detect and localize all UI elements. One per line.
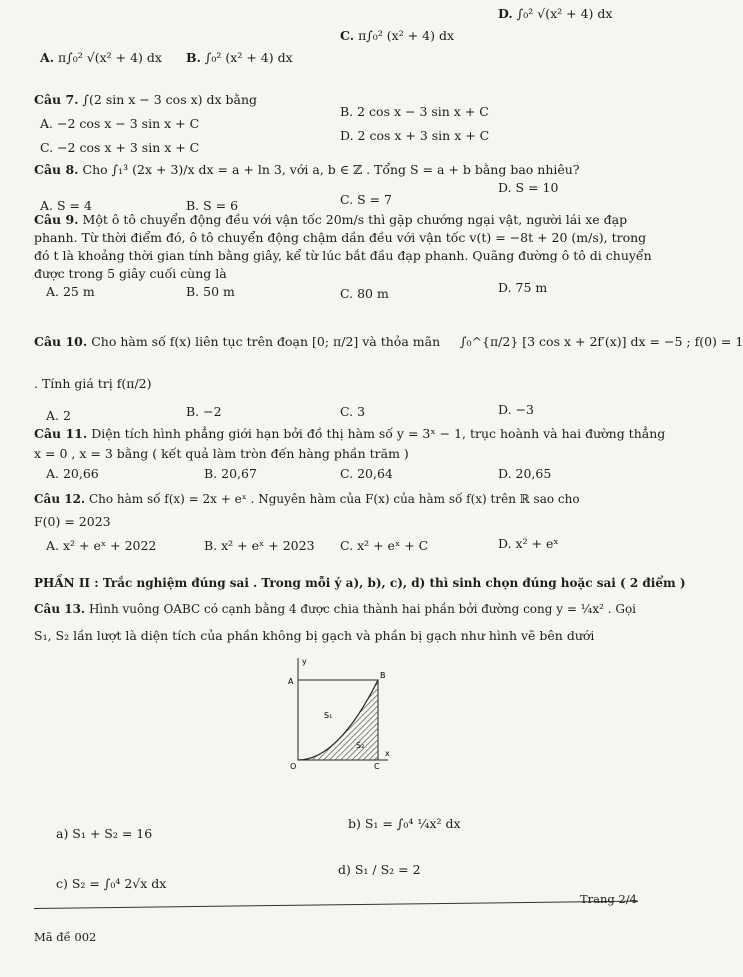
q10-option-a: A. 2 [46, 408, 71, 423]
q8-option-a: A. S = 4 [40, 198, 92, 213]
q7-option-c: C. −2 cos x + 3 sin x + C [40, 140, 200, 155]
label-x: x [385, 749, 390, 758]
label-a: A [288, 677, 294, 686]
q7-option-b: B. 2 cos x − 3 sin x + C [340, 104, 489, 119]
label-y: y [302, 657, 307, 666]
q10-option-b: B. −2 [186, 404, 222, 419]
hatched-region-s2 [298, 680, 378, 760]
q10-stem: Câu 10. Cho hàm số f(x) liên tục trên đoạn [0; π/2] và thỏa mãn [34, 334, 441, 349]
q13-statement-d: d) S₁ / S₂ = 2 [338, 862, 421, 877]
footer-rule [34, 901, 638, 909]
label-s2: S₂ [356, 741, 365, 750]
q8-option-d: D. S = 10 [498, 180, 559, 195]
q9-option-a: A. 25 m [46, 284, 95, 299]
q8-option-c: C. S = 7 [340, 192, 393, 207]
part2-title: PHẦN II : Trắc nghiệm đúng sai . Trong mỗi ý a), b), c), d) thì sinh chọn đúng hoặc sai ( 2 điểm ) [34, 576, 686, 590]
q6-option-b: B. ∫₀² (x² + 4) dx [186, 50, 293, 65]
q13-line-1: Câu 13. Hình vuông OABC có cạnh bằng 4 được chia thành hai phần bởi đường cong y = ¼x² . Gọi [34, 602, 637, 616]
q6-option-a: A. π∫₀² √(x² + 4) dx [40, 50, 162, 65]
q9-line-1: Câu 9. Một ô tô chuyển động đều với vận tốc 20m/s thì gặp chướng ngại vật, người lái xe đạp [34, 212, 628, 227]
q9-line-4: được trong 5 giây cuối cùng là [34, 266, 227, 281]
q13-statement-c: c) S₂ = ∫₀⁴ 2√x dx [56, 876, 167, 891]
q8-stem: Câu 8. Cho ∫₁³ (2x + 3)/x dx = a + ln 3, với a, b ∈ ℤ . Tổng S = a + b bằng bao nhiêu? [34, 162, 580, 177]
q9-option-b: B. 50 m [186, 284, 235, 299]
q13-line-2: S₁, S₂ lần lượt là diện tích của phần không bị gạch và phần bị gạch như hình vẽ bên dưới [34, 628, 595, 643]
q11-option-d: D. 20,65 [498, 466, 552, 481]
q10-option-c: C. 3 [340, 404, 366, 419]
q11-line-2: x = 0 , x = 3 bằng ( kết quả làm tròn đến hàng phần trăm ) [34, 446, 409, 461]
q13-figure [284, 652, 394, 772]
q12-option-b: B. x² + eˣ + 2023 [204, 538, 315, 553]
q12-option-d: D. x² + eˣ [498, 536, 559, 551]
q10-condition: ∫₀^{π/2} [3 cos x + 2f′(x)] dx = −5 ; f(0) = 1 [460, 334, 743, 349]
q7-option-a: A. −2 cos x − 3 sin x + C [40, 116, 200, 131]
q11-option-b: B. 20,67 [204, 466, 257, 481]
q12-option-a: A. x² + eˣ + 2022 [46, 538, 157, 553]
q11-option-a: A. 20,66 [46, 466, 99, 481]
q9-line-2: phanh. Từ thời điểm đó, ô tô chuyển động chậm dần đều với vận tốc v(t) = −8t + 20 (m/s), trong [34, 230, 647, 245]
q6-option-d: D. ∫₀² √(x² + 4) dx [498, 6, 613, 21]
label-c: C [374, 762, 380, 771]
q10-ask: . Tính giá trị f(π/2) [34, 376, 152, 391]
exam-code: Mã đề 002 [34, 930, 97, 944]
label-o: O [290, 762, 297, 771]
q8-option-b: B. S = 6 [186, 198, 239, 213]
q12-line-2: F(0) = 2023 [34, 514, 111, 529]
page-number: Trang 2/4 [580, 892, 637, 906]
q12-line-1: Câu 12. Cho hàm số f(x) = 2x + eˣ . Nguyên hàm của F(x) của hàm số f(x) trên ℝ sao cho [34, 492, 580, 506]
label-s1: S₁ [324, 711, 333, 720]
q12-option-c: C. x² + eˣ + C [340, 538, 429, 553]
q9-option-c: C. 80 m [340, 286, 389, 301]
q9-line-3: đó t là khoảng thời gian tính bằng giây, kể từ lúc bắt đầu đạp phanh. Quãng đường ô tô di chuyển [34, 248, 652, 263]
label-b: B [380, 671, 386, 680]
q11-option-c: C. 20,64 [340, 466, 393, 481]
q13-statement-b: b) S₁ = ∫₀⁴ ¼x² dx [348, 816, 461, 831]
q11-line-1: Câu 11. Diện tích hình phẳng giới hạn bởi đồ thị hàm số y = 3ˣ − 1, trục hoành và hai đường thẳng [34, 426, 666, 441]
q7-option-d: D. 2 cos x + 3 sin x + C [340, 128, 490, 143]
q9-option-d: D. 75 m [498, 280, 548, 295]
q13-statement-a: a) S₁ + S₂ = 16 [56, 826, 153, 841]
q10-option-d: D. −3 [498, 402, 534, 417]
q6-option-c: C. π∫₀² (x² + 4) dx [340, 28, 455, 43]
q7-stem: Câu 7. ∫(2 sin x − 3 cos x) dx bằng [34, 92, 258, 107]
